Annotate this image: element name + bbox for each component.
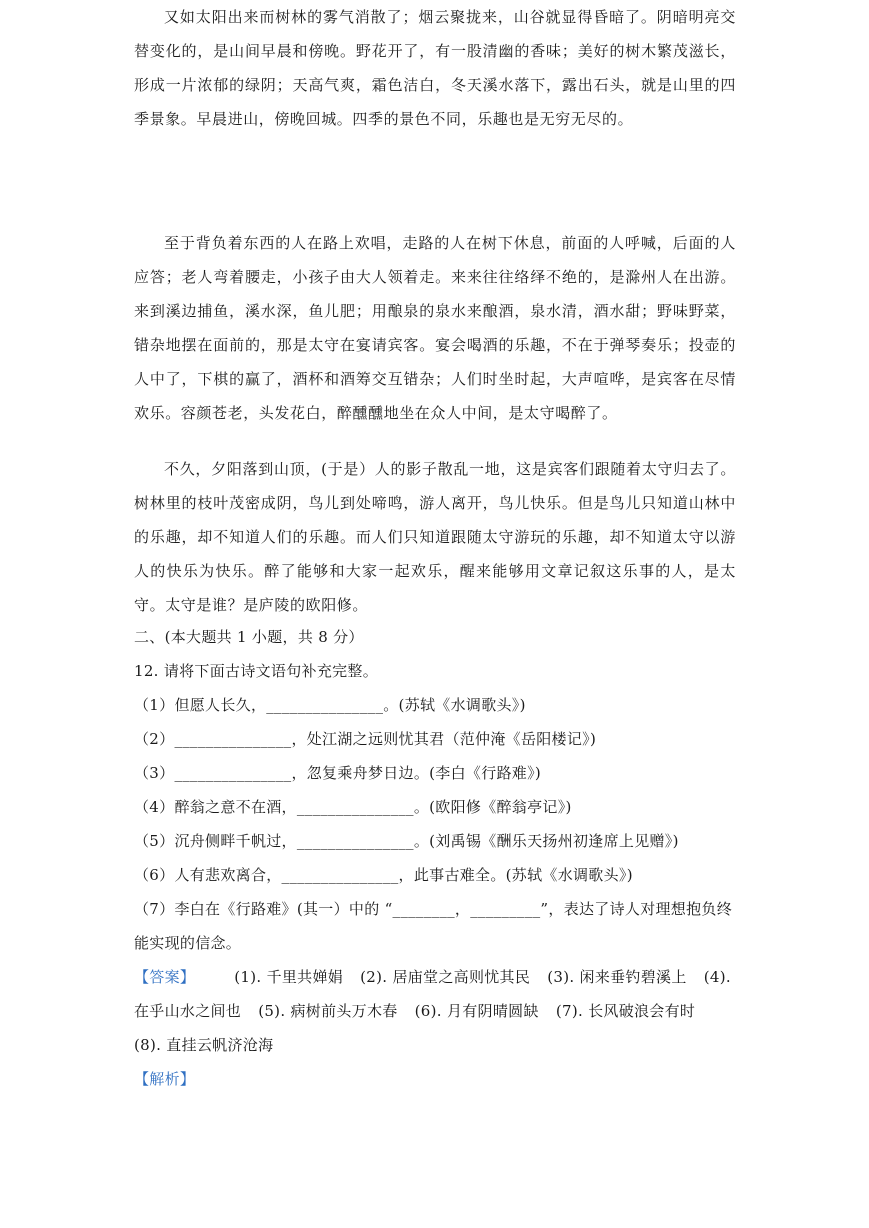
question-item-7: （7）李白在《行路难》(其一）中的 “________，_________”，表达了诗人对理想抱负终能实现的信念。 xyxy=(134,900,733,952)
answer-item: (8). 直挂云帆济沧海 xyxy=(134,1036,274,1054)
answer-item: (3). 闲来垂钓碧溪上 xyxy=(547,968,687,986)
question-item-3: （3）_______________，忽复乘舟梦日边。(李白《行路难》) xyxy=(134,764,542,782)
answer-item: (6). 月有阴晴圆缺 xyxy=(414,1002,539,1020)
translation-paragraph-3: 不久，夕阳落到山顶，(于是）人的影子散乱一地，这是宾客们跟随着太守归去了。树林里的枝叶茂密成阴，鸟儿到处啼鸣，游人离开，鸟儿快乐。但是鸟儿只知道山林中的乐趣，却不知道人们的乐趣。而人们只知道跟随太守游玩的乐趣，却不知道太守以游人的快乐为快乐。醉了能够和大家一起欢乐，醒来能够用文章记叙这乐事的人，是太守。太守是谁？是庐陵的欧阳修。 xyxy=(134,460,736,614)
answer-item: (1). 千里共婵娟 xyxy=(234,968,344,986)
answer-label: 【答案】 xyxy=(134,968,196,986)
question-item-1: （1）但愿人长久，_______________。(苏轼《水调歌头》) xyxy=(134,696,526,714)
translation-paragraph-2: 至于背负着东西的人在路上欢唱，走路的人在树下休息，前面的人呼喊，后面的人应答；老人弯着腰走，小孩子由大人领着走。来来往往络绎不绝的，是滁州人在出游。来到溪边捕鱼，溪水深，鱼儿肥；用酿泉的泉水来酿酒，泉水清，酒水甜；野味野菜，错杂地摆在面前的，那是太守在宴请宾客。宴会喝酒的乐趣，不在于弹琴奏乐；投壶的人中了，下棋的赢了，酒杯和酒筹交互错杂；人们时坐时起，大声喧哗，是宾客在尽情欢乐。容颜苍老，头发花白，醉醺醺地坐在众人中间，是太守喝醉了。 xyxy=(134,234,736,422)
question-title: 12. 请将下面古诗文语句补充完整。 xyxy=(134,662,379,680)
question-item-6: （6）人有悲欢离合，_______________，此事古难全。(苏轼《水调歌头》) xyxy=(134,866,633,884)
answer-item: (4). 在乎山水之间也 xyxy=(134,968,731,1020)
translation-paragraph-1: 又如太阳出来而树林的雾气消散了；烟云聚拢来，山谷就显得昏暗了。阴暗明亮交替变化的，是山间早晨和傍晚。野花开了，有一股清幽的香味；美好的树木繁茂滋长，形成一片浓郁的绿阴；天高气爽，霜色洁白，冬天溪水落下，露出石头，就是山里的四季景象。早晨进山，傍晚回城。四季的景色不同，乐趣也是无穷无尽的。 xyxy=(134,8,736,128)
answer-item: (7). 长风破浪会有时 xyxy=(555,1002,696,1020)
question-item-4: （4）醉翁之意不在酒，_______________。(欧阳修《醉翁亭记》) xyxy=(134,798,572,816)
question-item-5: （5）沉舟侧畔千帆过，_______________。(刘禹锡《酬乐天扬州初逢席上见赠》) xyxy=(134,832,679,850)
section-heading: 二、(本大题共 1 小题，共 8 分） xyxy=(134,628,364,646)
question-item-2: （2）_______________，处江湖之远则忧其君（范仲淹《岳阳楼记》) xyxy=(134,730,597,748)
answer-item: (2). 居庙堂之高则忧其民 xyxy=(360,968,531,986)
answer-block xyxy=(134,960,738,1062)
answer-item: (5). 病树前头万木春 xyxy=(258,1002,398,1020)
analysis-label: 【解析】 xyxy=(134,1070,196,1088)
